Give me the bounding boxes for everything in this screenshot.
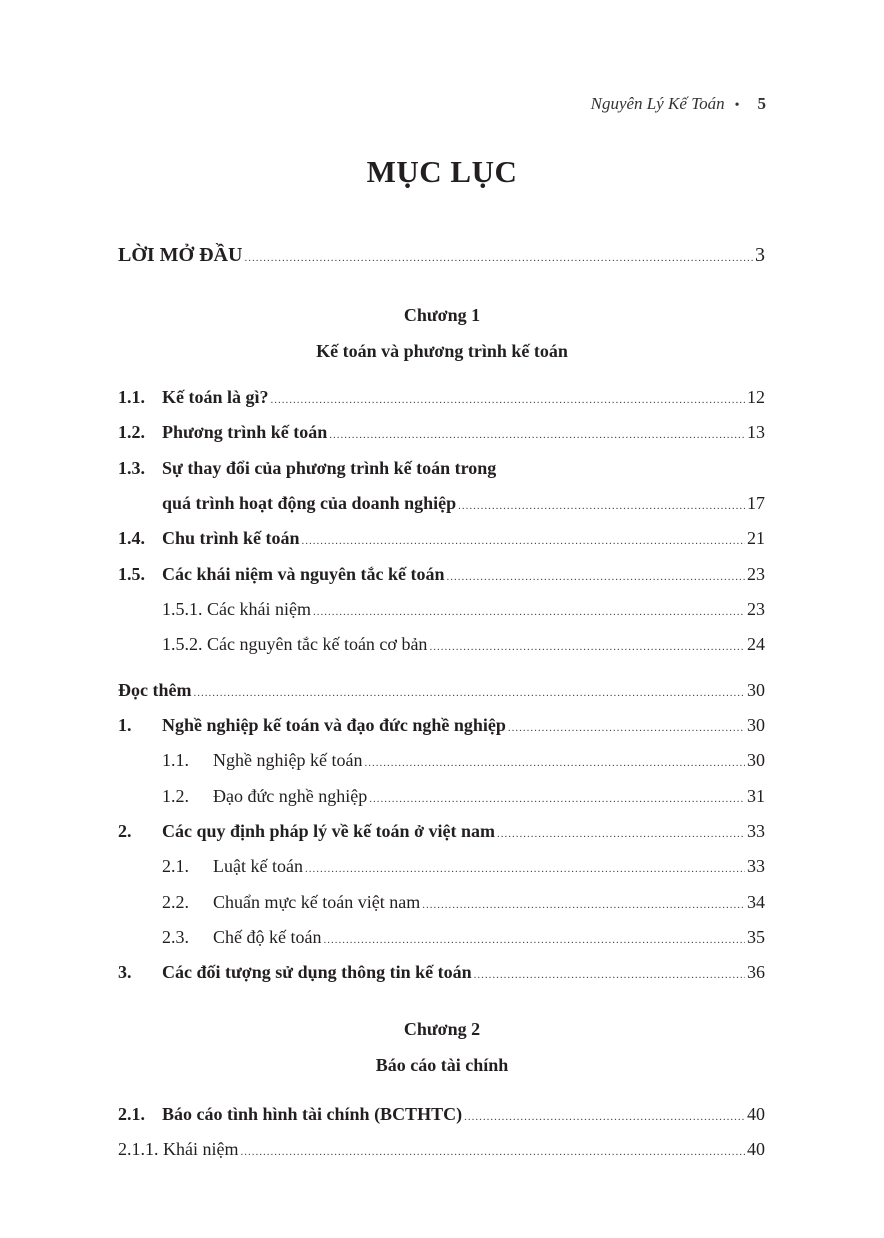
leader-dots: [429, 634, 745, 660]
entry-page: 40: [747, 1104, 765, 1124]
entry-text: quá trình hoạt động của doanh nghiệp: [162, 493, 457, 513]
leader-dots: [302, 528, 745, 554]
toc-entry[interactable]: [118, 712, 765, 738]
chapter-1-label: Chương 1: [403, 305, 481, 325]
entry-text: Chế độ kế toán: [213, 927, 322, 947]
toc-entry[interactable]: [118, 455, 765, 481]
book-title: Nguyên Lý Kế Toán: [590, 94, 725, 113]
leader-dots: [305, 856, 745, 882]
toc-entry[interactable]: [118, 959, 765, 985]
toc-entry[interactable]: [118, 384, 765, 410]
chapter-2-label: Chương 2: [403, 1019, 481, 1039]
toc-entry[interactable]: [118, 419, 765, 445]
leader-dots: [193, 680, 745, 706]
entry-number: 2.1.: [118, 1104, 145, 1124]
entry-text: Phương trình kế toán: [162, 422, 328, 442]
entry-page: 40: [747, 1139, 765, 1159]
leader-dots: [422, 892, 745, 918]
toc-entry-preface[interactable]: [118, 242, 765, 268]
page-number: 5: [757, 94, 766, 113]
entry-number: 1.5.: [118, 564, 145, 584]
entry-text: Nghề nghiệp kế toán và đạo đức nghề nghiệp: [162, 715, 506, 735]
entry-text: Các quy định pháp lý về kế toán ở việt nam: [162, 821, 496, 841]
toc-subentry[interactable]: [118, 783, 765, 809]
leader-dots: [323, 927, 745, 953]
entry-page: 36: [747, 962, 765, 982]
entry-number: 3.: [118, 962, 132, 982]
toc-subentry[interactable]: [118, 596, 765, 622]
entry-page: 12: [747, 387, 765, 407]
toc-entry-further-reading[interactable]: [118, 677, 765, 703]
entry-text: Các nguyên tắc kế toán cơ bản: [207, 634, 428, 654]
toc-entry-continued[interactable]: [118, 490, 765, 516]
toc-entry[interactable]: [118, 525, 765, 551]
toc-subentry[interactable]: [118, 853, 765, 879]
entry-page: 21: [747, 528, 765, 548]
entry-number: 1.1.: [162, 750, 189, 770]
entry-page: 35: [747, 927, 765, 947]
entry-text: Kế toán là gì?: [162, 387, 269, 407]
entry-page: 3: [755, 244, 765, 266]
toc-subentry[interactable]: [118, 631, 765, 657]
entry-page: 30: [747, 750, 765, 770]
entry-text: Sự thay đổi của phương trình kế toán trong: [162, 458, 497, 478]
entry-page: 17: [747, 493, 765, 513]
leader-dots: [508, 715, 745, 741]
entry-text: Đạo đức nghề nghiệp: [213, 786, 368, 806]
leader-dots: [464, 1104, 745, 1130]
entry-text: Các đối tượng sử dụng thông tin kế toán: [162, 962, 472, 982]
entry-page: 30: [747, 715, 765, 735]
entry-number: 1.2.: [118, 422, 145, 442]
entry-number: 1.: [118, 715, 132, 735]
leader-dots: [447, 564, 745, 590]
entry-text: Báo cáo tình hình tài chính (BCTHTC): [162, 1104, 463, 1124]
entry-page: 24: [747, 634, 765, 654]
entry-page: 13: [747, 422, 765, 442]
entry-page: 33: [747, 856, 765, 876]
entry-text: Khái niệm: [163, 1139, 239, 1159]
entry-text: Luật kế toán: [213, 856, 303, 876]
entry-text: Đọc thêm: [118, 680, 192, 700]
entry-number: 1.4.: [118, 528, 145, 548]
toc-entry[interactable]: [118, 818, 765, 844]
leader-dots: [364, 750, 745, 776]
entry-number: 1.3.: [118, 458, 145, 478]
leader-dots: [497, 821, 745, 847]
entry-page: 23: [747, 599, 765, 619]
bullet: •: [734, 98, 740, 113]
leader-dots: [244, 245, 753, 271]
leader-dots: [240, 1139, 745, 1165]
entry-number: 1.5.1.: [162, 599, 203, 619]
entry-text: Các khái niệm và nguyên tắc kế toán: [162, 564, 445, 584]
running-header: [591, 94, 766, 114]
toc-subentry[interactable]: [118, 924, 765, 950]
entry-number: 2.1.1.: [118, 1139, 159, 1159]
entry-number: 2.2.: [162, 892, 189, 912]
entry-page: 34: [747, 892, 765, 912]
leader-dots: [369, 786, 745, 812]
entry-number: 2.3.: [162, 927, 189, 947]
entry-page: 31: [747, 786, 765, 806]
entry-page: 33: [747, 821, 765, 841]
entry-text: LỜI MỞ ĐẦU: [118, 244, 243, 266]
entry-number: 1.1.: [118, 387, 145, 407]
toc-entry[interactable]: [118, 1101, 765, 1127]
chapter-1-subtitle: Kế toán và phương trình kế toán: [316, 341, 568, 361]
leader-dots: [329, 422, 745, 448]
leader-dots: [458, 493, 745, 519]
entry-number: 1.5.2.: [162, 634, 203, 654]
entry-number: 2.: [118, 821, 132, 841]
toc-subentry[interactable]: [118, 889, 765, 915]
entry-number: 2.1.: [162, 856, 189, 876]
entry-page: 30: [747, 680, 765, 700]
page-title: MỤC LỤC: [366, 154, 518, 189]
entry-text: Các khái niệm: [207, 599, 311, 619]
entry-number: 1.2.: [162, 786, 189, 806]
entry-text: Nghề nghiệp kế toán: [213, 750, 363, 770]
chapter-2-subtitle: Báo cáo tài chính: [375, 1055, 509, 1075]
leader-dots: [271, 387, 746, 413]
toc-subentry[interactable]: [118, 1136, 765, 1162]
toc-entry[interactable]: [118, 561, 765, 587]
entry-text: Chuẩn mực kế toán việt nam: [213, 892, 421, 912]
entry-text: Chu trình kế toán: [162, 528, 300, 548]
leader-dots: [313, 599, 745, 625]
leader-dots: [474, 962, 745, 988]
entry-page: 23: [747, 564, 765, 584]
toc-subentry[interactable]: [118, 747, 765, 773]
